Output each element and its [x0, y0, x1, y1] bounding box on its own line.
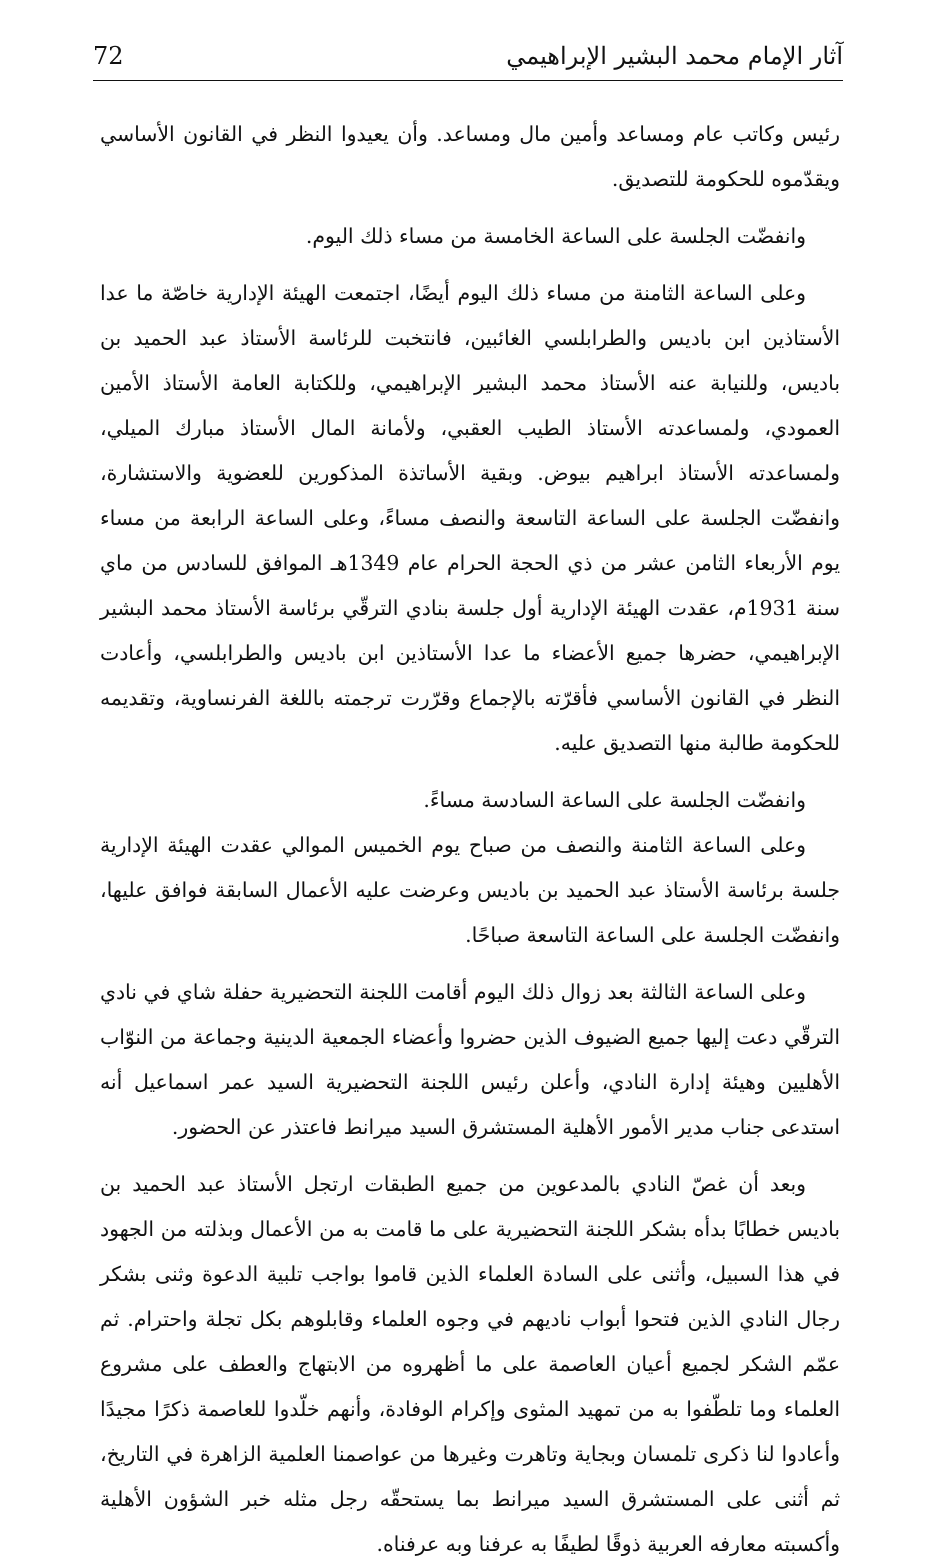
paragraph-6: وعلى الساعة الثالثة بعد زوال ذلك اليوم أقامت اللجنة التحضيرية حفلة شاي في نادي الترقّي دعت إليها جميع الضيوف الذين حضروا وأعضاء الجمعية الدينية وجماعة من النوّاب الأهليين وهيئة إدارة النادي، وأعلن رئيس اللجنة التحضيرية السيد عمر اسماعيل أنه استدعى جناب مدير الأمور الأهلية المستشرق السيد ميرانط فاعتذر عن الحضور. — [100, 980, 840, 1139]
page-number: 72 — [93, 42, 124, 70]
paragraph-3: وعلى الساعة الثامنة من مساء ذلك اليوم أيضًا، اجتمعت الهيئة الإدارية خاصّة ما عدا الأستاذين ابن باديس والطرابلسي الغائبين، فانتخبت للرئاسة الأستاذ عبد الحميد بن باديس، وللنيابة عنه الأستاذ محمد البشير الإبراهيمي، وللكتابة العامة الأستاذ الأمين العمودي، ولمساعدته الأستاذ الطيب العقبي، ولأمانة المال الأستاذ مبارك الميلي، ولمساعدته الأستاذ ابراهيم بيوض. وبقية الأساتذة المذكورين للعضوية والاستشارة، وانفضّت الجلسة على الساعة التاسعة والنصف مساءً، وعلى الساعة الرابعة من مساء يوم الأربعاء الثامن عشر من ذي الحجة الحرام عام 1349هـ الموافق للسادس من ماي سنة 1931م، عقدت الهيئة الإدارية أول جلسة بنادي الترقّي برئاسة الأستاذ محمد البشير الإبراهيمي، حضرها جميع الأعضاء ما عدا الأستاذين ابن باديس والطرابلسي، وأعادت النظر في القانون الأساسي فأقرّته بالإجماع وقرّرت ترجمته باللغة الفرنساوية، وتقديمه للحكومة طالبة منها التصديق عليه. — [100, 281, 840, 755]
running-header — [93, 36, 843, 80]
paragraph-5: وعلى الساعة الثامنة والنصف من صباح يوم الخميس الموالي عقدت الهيئة الإدارية جلسة برئاسة الأستاذ عبد الحميد بن باديس وعرضت عليه الأعمال السابقة فوافق عليها، وانفضّت الجلسة على الساعة التاسعة صباحًا. — [100, 833, 840, 947]
header-rule — [93, 80, 843, 81]
paragraph-2: وانفضّت الجلسة على الساعة الخامسة من مساء ذلك اليوم. — [305, 224, 806, 248]
paragraph-7: وبعد أن غصّ النادي بالمدعوين من جميع الطبقات ارتجل الأستاذ عبد الحميد بن باديس خطابًا بدأه بشكر اللجنة التحضيرية على ما قامت به من الأعمال وبذلته من الجهود في هذا السبيل، وأثنى على السادة العلماء الذين قاموا بواجب تلبية الدعوة وثنى بشكر رجال النادي الذين فتحوا أبواب ناديهم في وجوه العلماء وقابلوهم بكل تجلة واحترام. ثم عمّم الشكر لجميع أعيان العاصمة على ما أظهروه من الابتهاج والعطف على مشروع العلماء وما تلطّفوا به من تمهيد المثوى وإكرام الوفادة، وأنهم خلّدوا للعاصمة ذكرًا مجيدًا وأعادوا لنا ذكرى تلمسان وبجاية وتاهرت وغيرها من عواصمنا العلمية الزاهرة في التاريخ، ثم أثنى على المستشرق السيد ميرانط بما يستحقّه رجل مثله خبر الشؤون الأهلية وأكسبته معارفه العربية ذوقًا لطيفًا به عرفنا وبه عرفناه. — [100, 1172, 840, 1556]
paragraph-4: وانفضّت الجلسة على الساعة السادسة مساءً. — [423, 788, 806, 812]
header-title: آثار الإمام محمد البشير الإبراهيمي — [506, 42, 843, 70]
paragraph-1: رئيس وكاتب عام ومساعد وأمين مال ومساعد. وأن يعيدوا النظر في القانون الأساسي ويقدّموه للحكومة للتصديق. — [100, 122, 840, 191]
body-text — [100, 112, 840, 1567]
